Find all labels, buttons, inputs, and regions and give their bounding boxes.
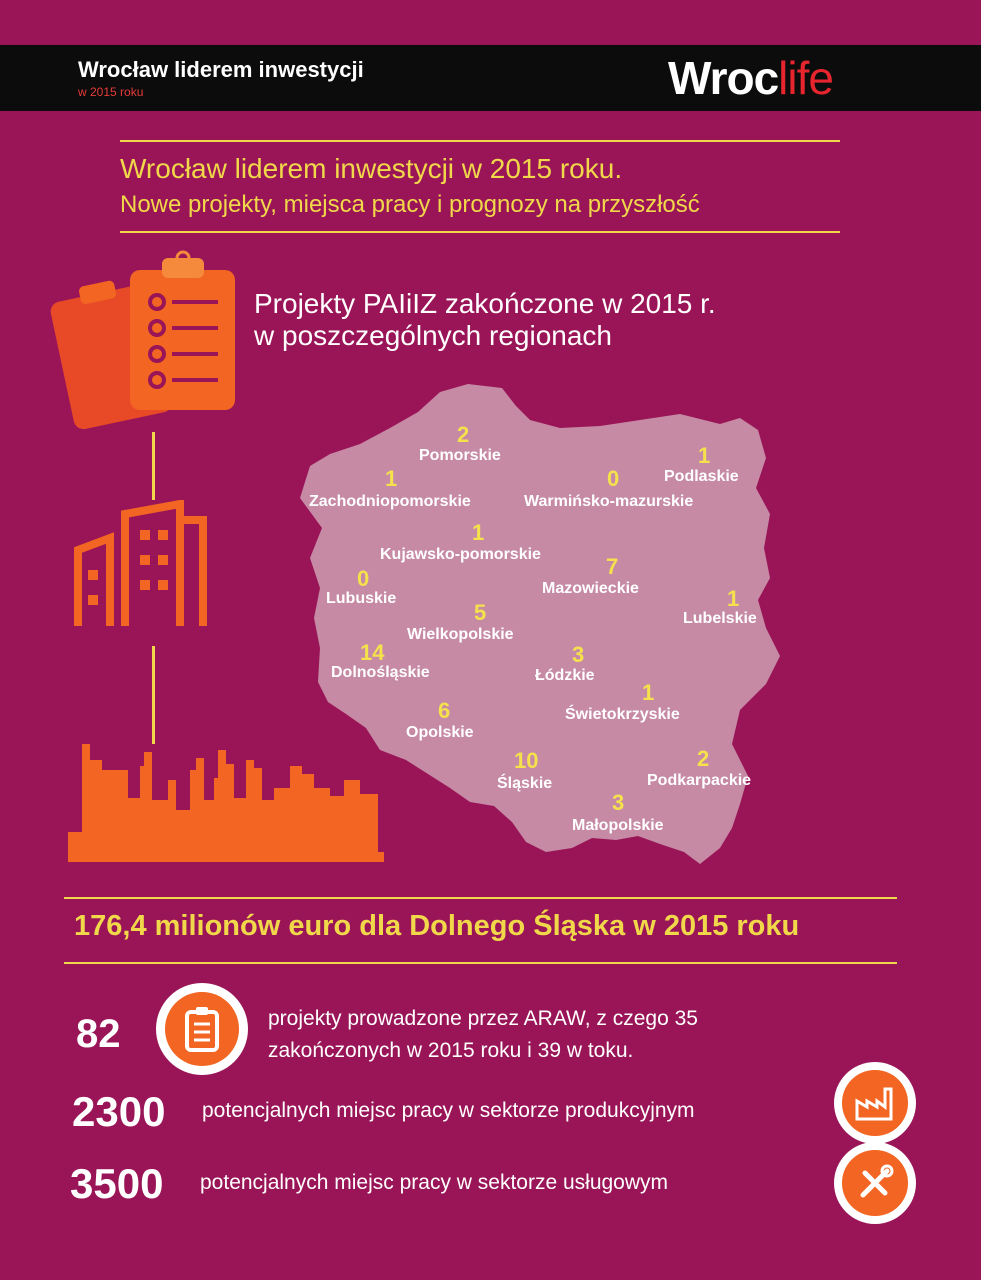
summary-title: 176,4 milionów euro dla Dolnego Śląska w 2015 roku — [74, 910, 800, 942]
region-value: 2 — [457, 422, 470, 447]
stat-number: 2300 — [72, 1088, 166, 1135]
region-value: 1 — [642, 680, 655, 705]
region-value: 3 — [572, 642, 585, 667]
tools-icon — [855, 1163, 895, 1203]
clipboard-icon — [50, 250, 250, 430]
region-name: Podlaskie — [664, 468, 739, 485]
connector-line — [152, 646, 155, 744]
region-value: 14 — [360, 640, 385, 665]
region-name: Małopolskie — [572, 817, 664, 834]
logo-left: Wroc — [668, 52, 779, 104]
divider — [120, 231, 840, 233]
office-buildings-icon — [70, 500, 210, 630]
region-name: Mazowieckie — [542, 580, 639, 597]
stat-number: 3500 — [70, 1160, 164, 1207]
factory-icon — [855, 1085, 895, 1121]
stat-text: zakończonych w 2015 roku i 39 w toku. — [268, 1039, 634, 1062]
region-value: 7 — [606, 554, 619, 579]
clipboard-badge — [156, 983, 248, 1075]
region-value: 10 — [514, 748, 539, 773]
wroclife-logo — [668, 51, 833, 105]
stat-number: 82 — [76, 1012, 121, 1056]
stat-text: potencjalnych miejsc pracy w sektorze produkcyjnym — [202, 1099, 695, 1122]
intro-line1: Wrocław liderem inwestycji w 2015 roku. — [120, 153, 623, 184]
region-value: 2 — [697, 746, 710, 771]
header-subtitle: w 2015 roku — [78, 85, 144, 99]
divider — [64, 897, 897, 899]
region-name: Śląskie — [497, 775, 553, 792]
divider — [64, 962, 897, 964]
divider — [120, 140, 840, 142]
region-value: 1 — [727, 586, 740, 611]
region-value: 3 — [612, 790, 625, 815]
section-title-line1: Projekty PAIiIZ zakończone w 2015 r. — [254, 288, 716, 319]
region-name: Dolnośląskie — [331, 664, 430, 681]
region-value: 1 — [385, 466, 398, 491]
region-value: 1 — [472, 520, 485, 545]
region-name: Zachodniopomorskie — [309, 493, 471, 510]
region-name: Wielkopolskie — [407, 626, 514, 643]
connector-line — [152, 432, 155, 500]
region-name: Lubuskie — [326, 590, 397, 607]
region-value: 0 — [357, 566, 370, 591]
region-name: Lubelskie — [683, 610, 757, 627]
factory-badge — [834, 1062, 916, 1144]
region-name: Opolskie — [406, 724, 474, 741]
header-bar — [0, 45, 981, 111]
logo-right: life — [778, 52, 833, 104]
region-value: 1 — [698, 443, 711, 468]
region-value: 6 — [438, 698, 451, 723]
section-title-line2: w poszczególnych regionach — [254, 320, 612, 351]
header-title: Wrocław liderem inwestycji — [78, 57, 364, 82]
region-value: 0 — [607, 466, 620, 491]
region-name: Łódzkie — [535, 667, 595, 684]
stat-text: potencjalnych miejsc pracy w sektorze usługowym — [200, 1171, 669, 1194]
intro-line2: Nowe projekty, miejsca pracy i prognozy na przyszłość — [120, 191, 700, 218]
region-name: Świetokrzyskie — [565, 706, 680, 723]
region-name: Podkarpackie — [647, 772, 752, 789]
stat-text: projekty prowadzone przez ARAW, z czego 35 — [268, 1007, 698, 1030]
region-name: Warmińsko-mazurskie — [524, 493, 694, 510]
region-value: 5 — [474, 600, 487, 625]
clipboard-icon — [184, 1006, 220, 1052]
region-name: Pomorskie — [419, 447, 501, 464]
tools-badge — [834, 1142, 916, 1224]
region-name: Kujawsko-pomorskie — [380, 546, 541, 563]
